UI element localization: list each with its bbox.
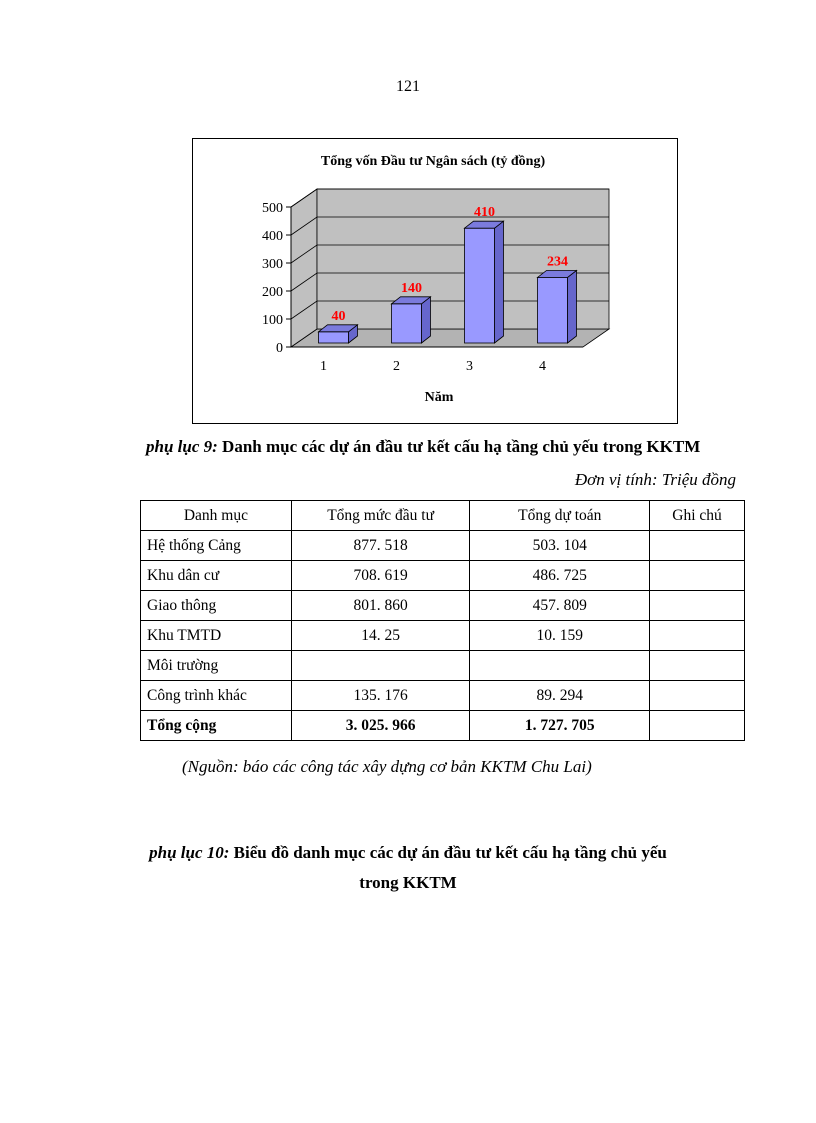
appendix-10-title-line2: trong KKTM [359,873,457,892]
chart-bar-side [495,221,504,343]
table-total-row [141,711,745,741]
chart-y-tick-label: 300 [262,257,283,272]
chart-x-tick-label: 1 [320,359,327,374]
chart-y-tick-label: 0 [276,341,283,356]
chart-bar-side [568,270,577,343]
total-notes [650,711,745,741]
row-investment: 877. 518 [291,531,470,561]
chart-y-tick-label: 400 [262,229,283,244]
chart-data-label: 40 [331,308,346,324]
projects-table [140,500,745,741]
row-estimate: 486. 725 [470,561,650,591]
source-note: (Nguồn: báo các công tác xây dựng cơ bản KKTM Chu Lai) [182,757,592,776]
row-estimate: 503. 104 [470,531,650,561]
appendix-9-title: Danh mục các dự án đầu tư kết cấu hạ tầng chủ yếu trong KKTM [217,437,701,456]
table-row [141,651,745,681]
row-notes [650,561,745,591]
row-estimate: 89. 294 [470,681,650,711]
table-row [141,621,745,651]
chart-data-label: 234 [547,254,568,270]
header-total-estimate: Tổng dự toán [470,501,650,531]
row-category: Môi trường [141,651,292,681]
row-notes [650,621,745,651]
appendix-10-heading [0,838,816,898]
chart-canvas [193,139,679,425]
chart-x-axis-label: Năm [424,390,454,405]
chart-bar [319,332,349,343]
row-investment: 801. 860 [291,591,470,621]
row-category: Công trình khác [141,681,292,711]
chart-title: Tổng vốn Đầu tư Ngân sách (tỷ đồng) [320,154,546,169]
chart-bar-side [422,297,431,343]
chart-data-label: 410 [474,205,495,221]
chart-x-tick-label: 3 [466,359,473,374]
table-row [141,531,745,561]
table-row [141,561,745,591]
chart-bar [465,228,495,343]
header-notes: Ghi chú [650,501,745,531]
table-header-row [141,501,745,531]
appendix-9-heading [146,437,700,457]
row-notes [650,531,745,561]
chart-bar [392,304,422,343]
unit-note: Đơn vị tính: Triệu đồng [574,470,736,489]
chart-y-tick-label: 100 [262,313,283,328]
total-label: Tổng cộng [141,711,292,741]
chart-side-wall [291,189,317,347]
row-investment: 14. 25 [291,621,470,651]
budget-bar-chart [192,138,678,424]
row-investment: 708. 619 [291,561,470,591]
total-estimate: 1. 727. 705 [470,711,650,741]
row-category: Giao thông [141,591,292,621]
row-category: Khu TMTD [141,621,292,651]
chart-bar [538,277,568,343]
header-total-investment: Tổng mức đầu tư [291,501,470,531]
appendix-10-label: phụ lục 10: [149,843,230,862]
row-investment [291,651,470,681]
chart-data-label: 140 [401,280,422,296]
row-category: Hệ thống Cảng [141,531,292,561]
row-notes [650,681,745,711]
appendix-10-title-line1: Biểu đồ danh mục các dự án đầu tư kết cấu hạ tầng chủ yếu [229,843,667,862]
chart-y-tick-label: 500 [262,201,283,216]
row-notes [650,651,745,681]
total-investment: 3. 025. 966 [291,711,470,741]
page-number: 121 [396,78,420,95]
chart-x-tick-label: 2 [393,359,400,374]
appendix-9-label: phụ lục 9: [146,437,218,456]
row-estimate: 10. 159 [470,621,650,651]
table-row [141,591,745,621]
row-category: Khu dân cư [141,561,292,591]
row-estimate: 457. 809 [470,591,650,621]
row-notes [650,591,745,621]
table-row [141,681,745,711]
header-category: Danh mục [141,501,292,531]
row-investment: 135. 176 [291,681,470,711]
chart-y-tick-label: 200 [262,285,283,300]
chart-x-tick-label: 4 [539,359,546,374]
row-estimate [470,651,650,681]
